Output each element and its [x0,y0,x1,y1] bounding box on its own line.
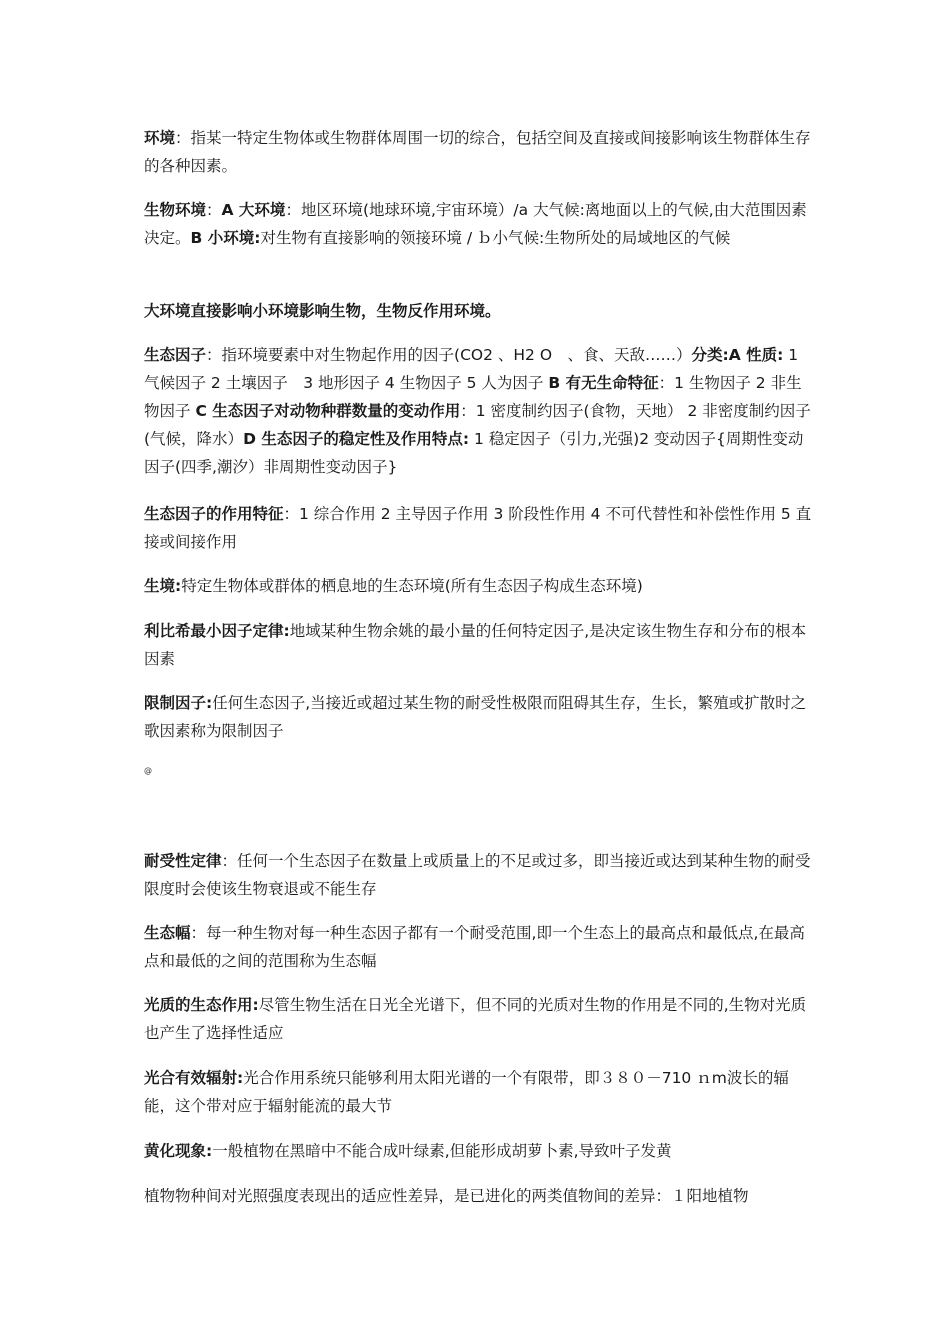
definition-text: 植物物种间对光照强度表现出的适应性差异，是已进化的两类值物间的差异：１阳地植物 [144,1187,749,1205]
term-liebig-law: 利比希最小因子定律: [144,622,290,640]
paragraph-tolerance-law [144,847,812,903]
definition-text: ：每一种生物对每一种生态因子都有一个耐受范围,即一个生态上的最高点和最低点,在最高点和最低的之间的范围称为生态幅 [144,924,805,970]
term-light-quality: 光质的生态作用: [144,996,259,1014]
definition-text: 任何生态因子,当接近或超过某生物的耐受性极限而阻碍其生存，生长，繁殖或扩散时之歌因素称为限制因子 [144,694,807,740]
paragraph-ecological-factors [144,341,812,481]
term-micro-environment: B 小环境: [190,229,261,247]
definition-text: ：1 密度制约因子(食物，天地） 2 非密度制约因子(气候，降水） [144,402,811,448]
definition-text: 1 气候因子 2 土壤因子 3 地形因子 4 生物因子 5 人为因子 [144,346,799,392]
term-tolerance-law: 耐受性定律 [144,852,222,870]
term-habitat: 生境: [144,577,182,595]
definition-text: 特定生物体或群体的栖息地的生态环境(所有生态因子构成生态环境) [181,577,643,595]
term-etiolation: 黄化现象: [144,1142,213,1160]
definition-text: 地域某种生物余姚的最小量的任何特定因子,是决定该生物生存和分布的根本因素 [144,622,807,668]
definition-text: ：1 综合作用 2 主导因子作用 3 阶段性作用 4 不可代替性和补偿性作用 5 直接或间接作用 [144,505,812,551]
definition-text: 一般植物在黑暗中不能合成叶绿素,但能形成胡萝卜素,导致叶子发黄 [212,1142,672,1160]
term-classification: 分类:A 性质: [691,346,784,364]
term-limiting-factor: 限制因子: [144,694,213,712]
definition-text: ：指环境要素中对生物起作用的因子(CO2 、H2 O 、食、天敌……） [206,346,692,364]
term-par: 光合有效辐射: [144,1069,244,1087]
paragraph-ecological-amplitude [144,919,812,975]
definition-text: ：1 生物因子 2 非生物因子 [144,374,802,420]
colon-text: ： [285,201,301,219]
definition-text: 对生物有直接影响的领接环境 / ｂ小气候:生物所处的局域地区的气候 [260,229,731,247]
definition-text: ：任何一个生态因子在数量上或质量上的不足或过多，即当接近或达到某种生物的耐受限度时会使该生物衰退或不能生存 [144,852,811,898]
term-biological-environment: 生物环境 [144,201,207,219]
term-stability: D 生态因子的稳定性及作用特点: [243,430,470,448]
paragraph-etiolation [144,1137,812,1165]
definition-text: 地区环境(地球环境,宇宙环境）/a 大气候:离地面以上的气候,由大范围因素决定。 [144,201,807,247]
paragraph-limiting-factor [144,689,812,745]
summary-statement: 大环境直接影响小环境影响生物，生物反作用环境。 [144,302,501,320]
paragraph-light-adaptation [144,1182,812,1210]
definition-text: 尽管生物生活在日光全光谱下，但不同的光质对生物的作用是不同的,生物对光质也产生了选择性适应 [144,996,807,1042]
paragraph-par [144,1064,812,1120]
paragraph-habitat [144,572,812,600]
paragraph-summary [144,297,812,325]
term-environment: 环境 [144,129,176,147]
term-ecological-amplitude: 生态幅 [144,924,191,942]
term-ecological-factor: 生态因子 [144,346,207,364]
paragraph-factor-features [144,500,812,556]
term-population-effect: C 生态因子对动物种群数量的变动作用 [195,402,461,420]
paragraph-light-quality [144,991,812,1047]
term-life-feature: B 有无生命特征 [548,374,659,392]
at-sign-mark: @ [144,766,152,775]
definition-text: 光合作用系统只能够利用太阳光谱的一个有限带，即３８０－710 ｎm波长的辐能，这个带对应于辐射能流的最大节 [144,1069,789,1115]
definition-text: ：指某一特定生物体或生物群体周围一切的综合，包括空间及直接或间接影响该生物群体生存的各种因素。 [144,129,811,175]
term-macro-environment: A 大环境 [221,201,286,219]
paragraph-liebig-law [144,617,812,673]
paragraph-environment [144,124,812,180]
definition-text: 1 稳定因子（引力,光强)2 变动因子{周期性变动因子(四季,潮汐）非周期性变动因子} [144,430,804,476]
term-factor-features: 生态因子的作用特征 [144,505,284,523]
colon-text: ： [206,201,222,219]
paragraph-biological-environment [144,196,812,252]
